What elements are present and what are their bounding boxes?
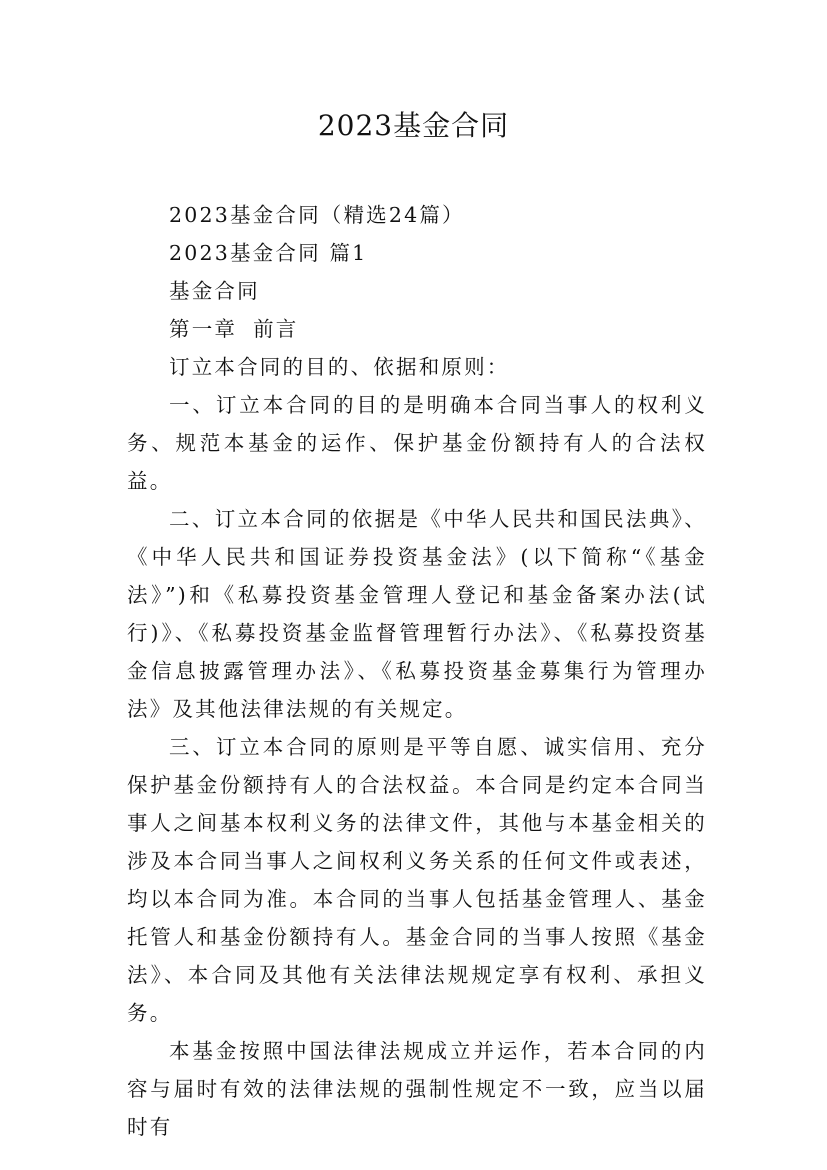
document-title: 2023基金合同	[317, 109, 510, 142]
document-body	[127, 196, 707, 1146]
paragraph-purpose: 一、订立本合同的目的是明确本合同当事人的权利义务、规范本基金的运作、保护基金份额持有人的合法权益。	[127, 393, 707, 493]
chapter-number: 第一章	[169, 317, 238, 341]
contract-name: 基金合同	[169, 279, 260, 303]
paragraph-governing-law: 本基金按照中国法律法规成立并运作，若本合同的内容与届时有效的法律法规的强制性规定不一致，应当以届时有	[127, 1039, 707, 1139]
chapter-heading	[127, 310, 707, 348]
part-heading: 2023基金合同 篇1	[169, 241, 368, 265]
chapter-title: 前言	[253, 317, 299, 341]
paragraph-basis: 二、订立本合同的依据是《中华人民共和国民法典》、《中华人民共和国证券投资基金法》(以下简称“《基金法》”)和《私募投资基金管理人登记和基金备案办法(试行)》、《私募投资基金监督管理暂行办法》、《私募投资基金信息披露管理办法》、《私募投资基金募集行为管理办法》及其他法律法规的有关规定。	[127, 507, 707, 721]
subtitle-line: 2023基金合同（精选24篇）	[169, 203, 465, 227]
purpose-heading: 订立本合同的目的、依据和原则：	[169, 355, 510, 379]
paragraph-principles: 三、订立本合同的原则是平等自愿、诚实信用、充分保护基金份额持有人的合法权益。本合同是约定本合同当事人之间基本权利义务的法律文件，其他与本基金相关的涉及本合同当事人之间权利义务关系的任何文件或表述，均以本合同为准。本合同的当事人包括基金管理人、基金托管人和基金份额持有人。基金合同的当事人按照《基金法》、本合同及其他有关法律法规规定享有权利、承担义务。	[127, 735, 707, 1025]
